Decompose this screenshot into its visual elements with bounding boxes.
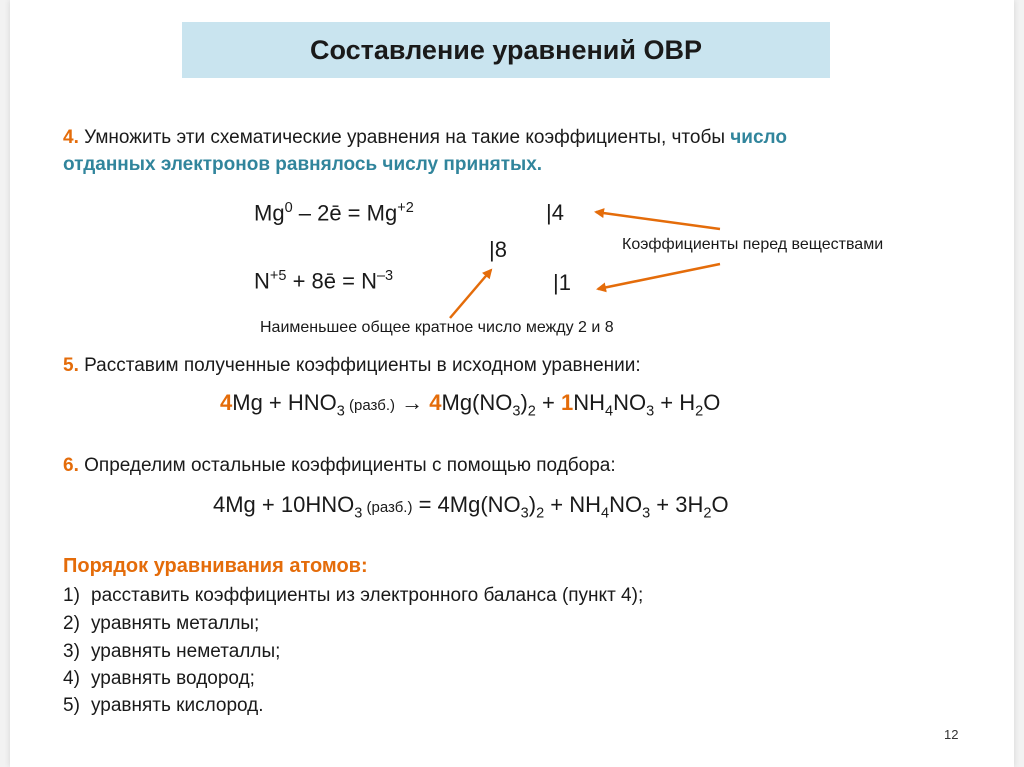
list-item: 3) уравнять неметаллы; bbox=[63, 641, 281, 662]
balance-eq-n: $N^{+5}$ + 8ē = $N^{-3}$ bbox=[254, 268, 394, 294]
step-4-text: Умножить эти схематические уравнения на такие коэффициенты, чтобы bbox=[78, 127, 731, 148]
note-lcm: Наименьшее общее кратное число между 2 и 8 bbox=[260, 319, 614, 336]
slide bbox=[10, 0, 1014, 767]
list-item: 2) уравнять металлы; bbox=[63, 613, 260, 634]
step-5-number: 5. bbox=[63, 355, 79, 376]
arrow-to-coef-1 bbox=[596, 212, 720, 229]
step-4-number: 4. bbox=[63, 127, 79, 148]
balance-lcm: |8 bbox=[489, 237, 507, 262]
step-6-text: Определим остальные коэффициенты с помощью подбора: bbox=[78, 455, 616, 476]
balance-coef-2: |1 bbox=[553, 270, 571, 295]
step-6-number: 6. bbox=[63, 455, 79, 476]
step-5 bbox=[63, 352, 641, 379]
page-number: 12 bbox=[944, 727, 959, 742]
list-item: 5) уравнять кислород. bbox=[63, 695, 264, 716]
step-5-equation: $4Mg + HNO_3$ (разб.) → $4Mg(NO_3)_2 + 1NH_4NO_3 + H_2O$ bbox=[220, 390, 721, 420]
balance-coef-1: |4 bbox=[546, 200, 564, 225]
note-coefficients: Коэффициенты перед веществами bbox=[622, 236, 884, 253]
slide-title: Составление уравнений ОВР bbox=[310, 34, 702, 65]
step-4-highlight-b: отданных электронов равнялось числу принятых. bbox=[63, 154, 543, 175]
list-item: 1) расставить коэффициенты из электронного баланса (пункт 4); bbox=[63, 585, 644, 606]
list-item: 4) уравнять водород; bbox=[63, 668, 255, 689]
step-6 bbox=[63, 452, 616, 479]
step-5-text: Расставим полученные коэффициенты в исходном уравнении: bbox=[78, 355, 641, 376]
order-heading: Порядок уравнивания атомов: bbox=[63, 555, 368, 577]
balance-eq-mg: Mg$^0$ – 2ē = $Mg^{+2}$ bbox=[254, 200, 414, 226]
step-4-highlight-a: число bbox=[730, 127, 787, 148]
arrow-to-lcm bbox=[450, 270, 491, 318]
step-6-equation: $4Mg + 10HNO_3$ (разб.) = $4Mg(NO_3)_2 + NH_4NO_3 + 3H_2O$ bbox=[213, 492, 729, 522]
arrow-to-coef-2 bbox=[598, 264, 720, 289]
